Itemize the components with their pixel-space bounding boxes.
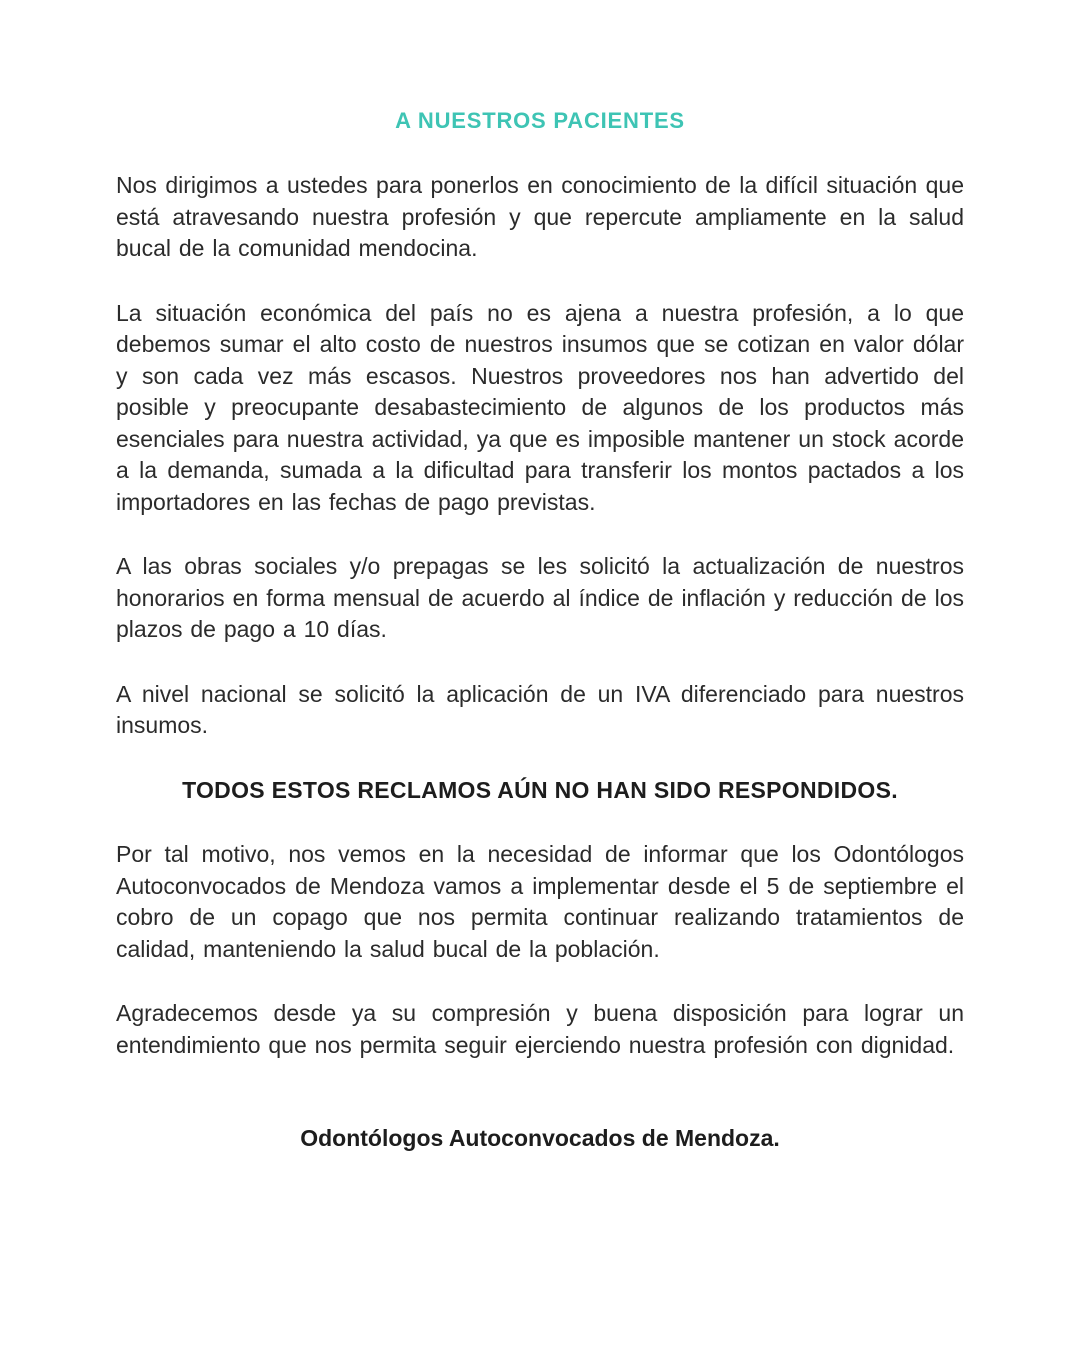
- paragraph-iva: A nivel nacional se solicitó la aplicación de un IVA diferenciado para nuestros insumos.: [116, 680, 964, 738]
- paragraph-obras-sociales: A las obras sociales y/o prepagas se les solicitó la actualización de nuestros honorarios en forma mensual de acuerdo al índice de inflación y reducción de los plazos de pago a 10 días.: [116, 553, 964, 642]
- paragraph-copago-announcement: Por tal motivo, nos vemos en la necesidad de informar que los Odontólogos Autoconvocados de Mendoza vamos a implementar desde el 5 de septiembre el cobro de un copago que nos permita continuar realizando tratamientos de calidad, manteniendo la salud bucal de la población.: [116, 841, 964, 962]
- paragraph-economic-situation: La situación económica del país no es ajena a nuestra profesión, a lo que debemos sumar el alto costo de nuestros insumos que se cotizan en valor dólar y son cada vez más escasos. Nuestros proveedores nos han advertido del posible y preocupante desabastecimiento de algunos de los productos más esenciales para nuestra actividad, ya que es imposible mantener un stock acorde a la demanda, sumada a la dificultad para transferir los montos pactados a los importadores en las fechas de pago previstas.: [116, 299, 964, 515]
- signature: Odontólogos Autoconvocados de Mendoza.: [300, 1125, 780, 1151]
- paragraph-intro: Nos dirigimos a ustedes para ponerlos en conocimiento de la difícil situación que está atravesando nuestra profesión y que repercute ampliamente en la salud bucal de la comunidad mendocina.: [116, 172, 964, 261]
- page-title: A NUESTROS PACIENTES: [395, 108, 685, 133]
- emphasis-statement: TODOS ESTOS RECLAMOS AÚN NO HAN SIDO RESPONDIDOS.: [182, 776, 898, 803]
- paragraph-thanks: Agradecemos desde ya su compresión y buena disposición para lograr un entendimiento que nos permita seguir ejerciendo nuestra profesión con dignidad.: [116, 1000, 964, 1058]
